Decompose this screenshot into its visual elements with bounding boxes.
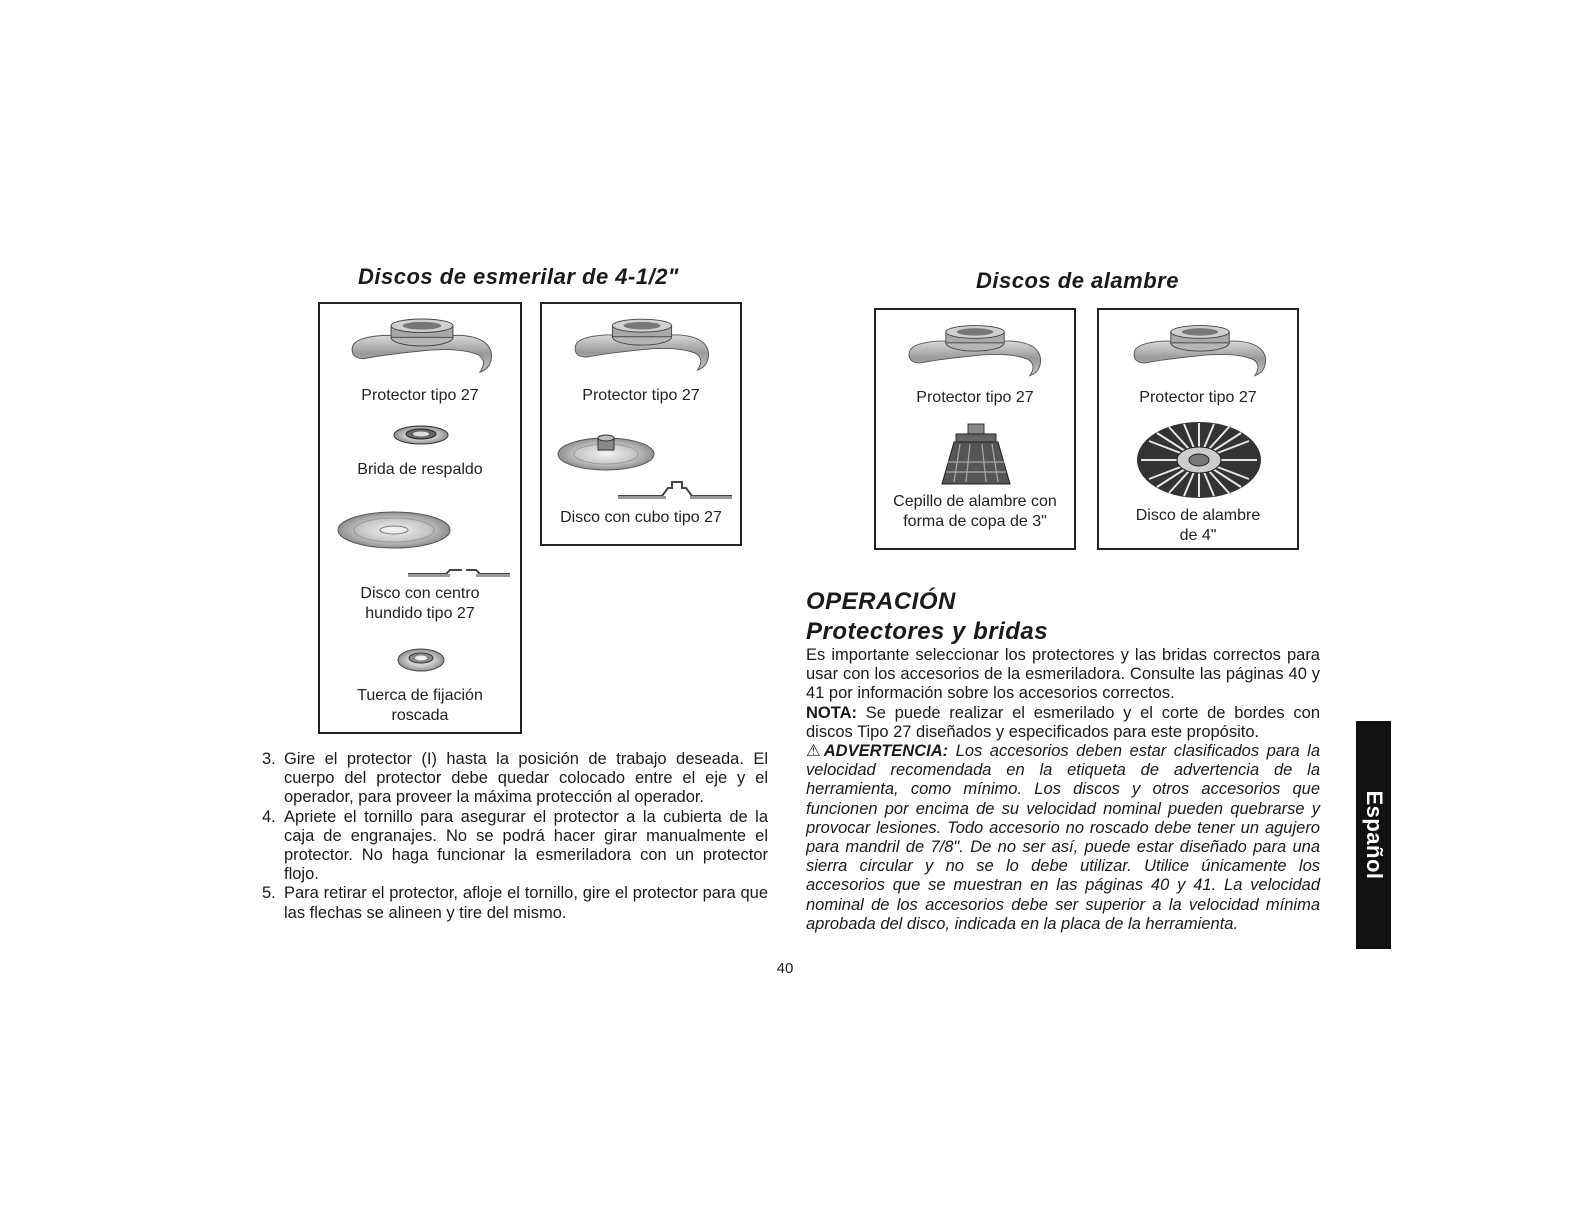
grinding-accessories-box-1	[318, 302, 522, 734]
guard-caption: Protector tipo 27	[361, 387, 479, 404]
cup-brush-caption: Cepillo de alambre con forma de copa de 3"	[893, 493, 1057, 530]
backing-flange-figure	[392, 424, 450, 446]
step-item: 3. Gire el protector (I) hasta la posición de trabajo deseada. El cuerpo del protector debe quedar colocado entre el eje y el operador, para proveer la máxima protección al operador.	[262, 750, 768, 807]
guard-type27-figure	[344, 318, 500, 376]
grinding-accessories-box-2	[540, 302, 742, 546]
operation-heading: OPERACIÓN	[806, 588, 956, 615]
lock-nut-caption: Tuerca de fijación roscada	[357, 687, 483, 724]
intro-paragraph: Es importante seleccionar los protectores y las bridas correctos para usar con los accesorios de la esmeriladora. Consulte las páginas 40 y 41 por información sobre los accesorios correctos.	[806, 646, 1320, 703]
step-item: 5. Para retirar el protector, afloje el tornillo, gire el protector para que las flechas se alineen y tire del mismo.	[262, 884, 768, 922]
warning-icon: ⚠	[806, 742, 824, 761]
hub-disc-caption: Disco con cubo tipo 27	[560, 509, 722, 526]
disc-profile-figure	[406, 566, 512, 578]
language-tab: Español	[1356, 721, 1391, 949]
guard-caption: Protector tipo 27	[1139, 389, 1257, 406]
guard-caption: Protector tipo 27	[916, 389, 1034, 406]
hub-disc-profile-figure	[616, 480, 734, 500]
section-title-grinding: Discos de esmerilar de 4-1/2"	[358, 264, 679, 289]
guards-flanges-heading: Protectores y bridas	[806, 618, 1049, 645]
wire-wheel-caption: Disco de alambre de 4"	[1135, 507, 1261, 544]
guard-type27-figure	[902, 324, 1048, 380]
depressed-disc-caption: Disco con centro hundido tipo 27	[360, 585, 480, 622]
backing-flange-caption: Brida de respaldo	[357, 461, 483, 478]
guard-install-steps	[262, 750, 768, 923]
step-item: 4. Apriete el tornillo para asegurar el protector a la cubierta de la caja de engranajes. No se podrá hacer girar manualmente el protector. No haga funcionar la esmeriladora con un protector flojo.	[262, 807, 768, 884]
operation-body	[806, 646, 1320, 934]
wire-cup-brush-figure	[936, 422, 1016, 486]
page-number: 40	[776, 960, 794, 977]
note-paragraph: NOTA: Se puede realizar el esmerilado y el corte de bordes con discos Tipo 27 diseñados y especificados para este propósito.	[806, 703, 1320, 741]
wire-accessories-box-1	[874, 308, 1076, 550]
wire-accessories-box-2	[1097, 308, 1299, 550]
guard-caption: Protector tipo 27	[582, 387, 700, 404]
section-title-wire: Discos de alambre	[976, 268, 1179, 293]
depressed-center-disc-figure	[336, 510, 452, 550]
guard-type27-figure	[568, 318, 716, 374]
guard-type27-figure	[1127, 324, 1273, 380]
wire-wheel-figure	[1135, 420, 1263, 500]
lock-nut-figure	[396, 646, 446, 674]
warning-paragraph: ⚠ADVERTENCIA: Los accesorios deben estar clasificados para la velocidad recomendada en la etiqueta de advertencia de la herramienta, como mínimo. Los discos y otros accesorios que funcionen por encima de su velocidad nominal pueden quebrarse y provocar lesiones. Todo accesorio no roscado debe tener un agujero para mandril de 7/8". De no ser así, puede estar diseñado para una sierra circular y no se lo debe utilizar. Utilice únicamente los accesorios que se muestran en las páginas 40 y 41. La velocidad nominal de los accesorios debe ser superior a la velocidad mínima aprobada del disco, indicada en la placa de la herramienta.	[806, 742, 1321, 933]
hub-disc-figure	[556, 432, 656, 472]
